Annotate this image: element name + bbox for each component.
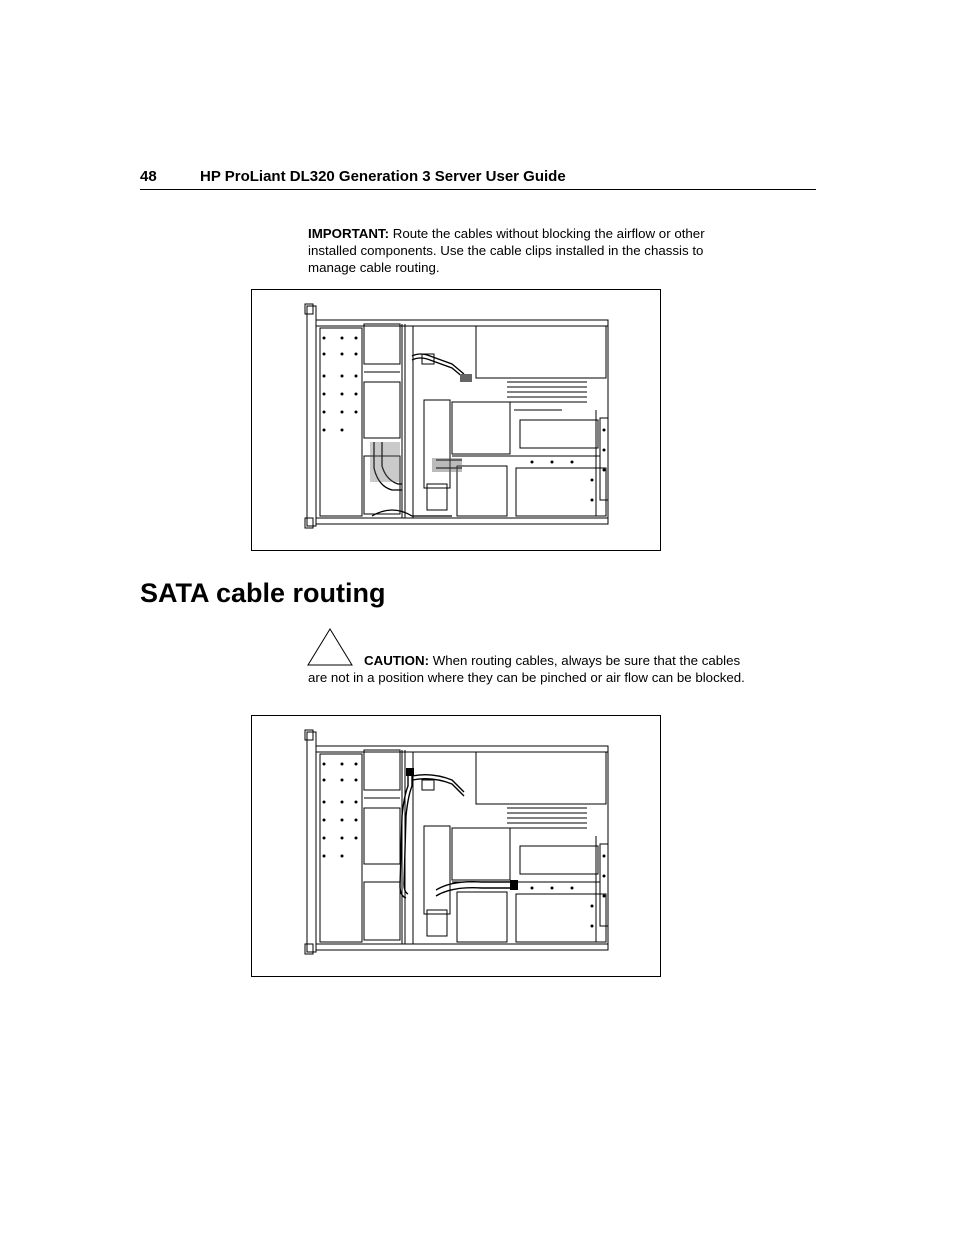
- important-label: IMPORTANT:: [308, 226, 390, 241]
- running-title: HP ProLiant DL320 Generation 3 Server User Guide: [200, 168, 566, 185]
- server-chassis-illustration-1: [252, 290, 662, 552]
- important-text: Route the cables without blocking the airflow or other installed components. Use the cable clips installed in the chassis to manage cable routing.: [308, 226, 705, 275]
- section-heading: SATA cable routing: [140, 578, 386, 608]
- caution-note: [308, 652, 748, 686]
- figure-cable-routing: [251, 289, 661, 551]
- figure-sata-cable-routing: [251, 715, 661, 977]
- important-note: [308, 225, 748, 276]
- page-header: [140, 168, 816, 190]
- server-chassis-illustration-2: [252, 716, 662, 978]
- caution-label: CAUTION:: [364, 653, 429, 668]
- page-number: 48: [140, 168, 157, 185]
- caution-text: When routing cables, always be sure that the cables are not in a position where they can be pinched or air flow can be blocked.: [308, 653, 745, 685]
